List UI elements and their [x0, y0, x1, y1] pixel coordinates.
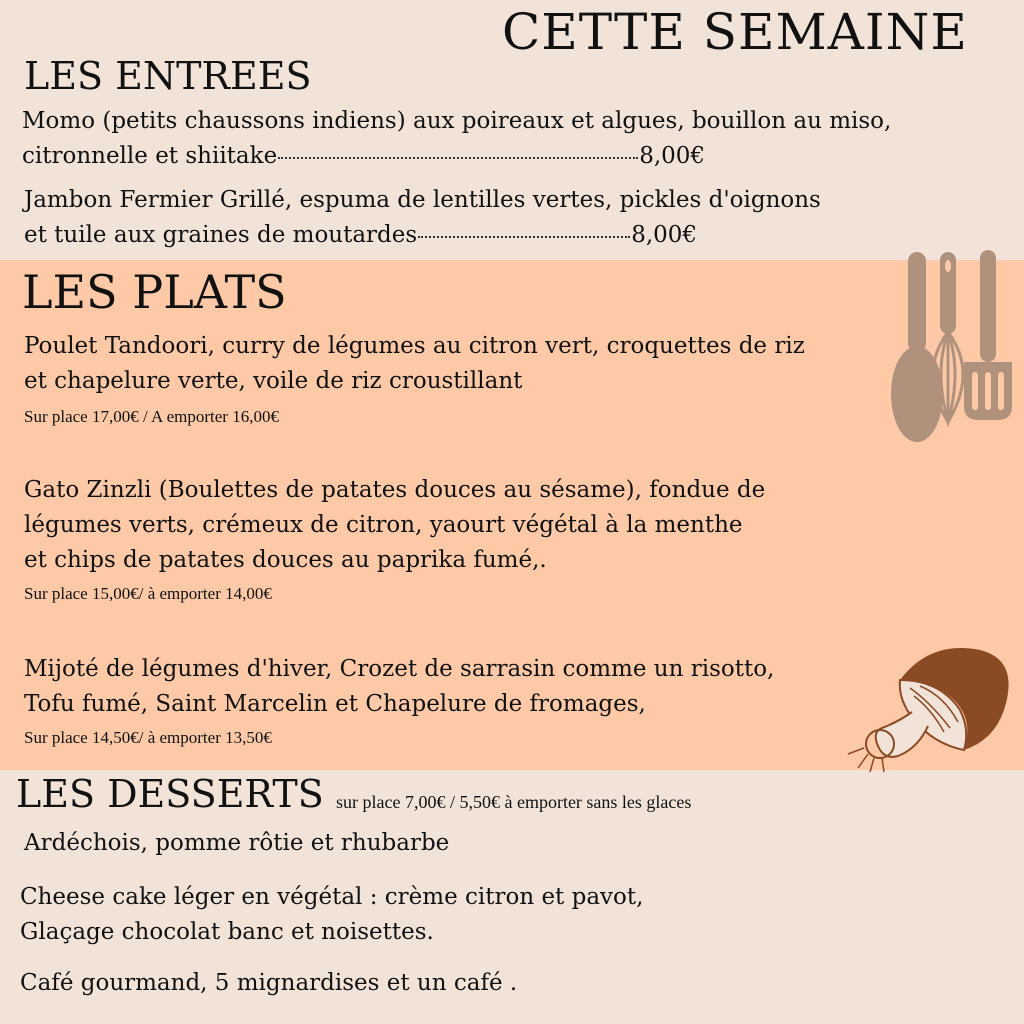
entree-item-1: [22, 104, 891, 174]
plat-item-line: et chips de patates douces au paprika fumé,.: [24, 547, 547, 573]
entree-item-price: 8,00€: [639, 143, 706, 169]
mushroom-icon: [840, 640, 1010, 775]
plat-item-line: Mijoté de légumes d'hiver, Crozet de sarrasin comme un risotto,: [24, 656, 775, 682]
kitchen-utensils-icon: [888, 244, 1024, 444]
plat-item-1: [24, 329, 805, 427]
dessert-item-2: [20, 880, 643, 950]
dessert-item-line: Cheese cake léger en végétal : crème citron et pavot,: [20, 884, 644, 910]
dessert-item-1: [24, 826, 449, 861]
plat-item-line: Gato Zinzli (Boulettes de patates douces au sésame), fondue de: [24, 477, 766, 503]
dessert-item-line: Café gourmand, 5 mignardises et un café .: [20, 970, 518, 996]
entree-item-line: Jambon Fermier Grillé, espuma de lentilles vertes, pickles d'oignons: [24, 187, 821, 213]
dotted-leader: [278, 157, 638, 159]
dotted-leader: [418, 236, 630, 238]
plat-item-line: Tofu fumé, Saint Marcelin et Chapelure de fromages,: [24, 691, 646, 717]
entree-item-2: [24, 183, 821, 253]
page-title: CETTE SEMAINE: [502, 3, 968, 61]
plat-item-line: légumes verts, crémeux de citron, yaourt végétal à la menthe: [24, 512, 743, 538]
plat-item-price: Sur place 14,50€/ à emporter 13,50€: [24, 728, 272, 747]
section-title-plats: LES PLATS: [22, 265, 287, 319]
dessert-item-3: [20, 966, 517, 1001]
section-title-desserts: LES DESSERTS: [16, 772, 324, 816]
dessert-item-line: Glaçage chocolat banc et noisettes.: [20, 919, 434, 945]
section-title-entrees: LES ENTREES: [24, 54, 312, 98]
plat-item-price: Sur place 15,00€/ à emporter 14,00€: [24, 584, 272, 603]
entree-item-line: et tuile aux graines de moutardes: [24, 222, 418, 248]
entree-item-line: Momo (petits chaussons indiens) aux poireaux et algues, bouillon au miso,: [22, 108, 892, 134]
plat-item-line: et chapelure verte, voile de riz croustillant: [24, 368, 523, 394]
desserts-price-note: sur place 7,00€ / 5,50€ à emporter sans les glaces: [336, 792, 692, 812]
plat-item-3: [24, 652, 774, 748]
entree-item-line: citronnelle et shiitake: [22, 143, 278, 169]
plat-item-price: Sur place 17,00€ / A emporter 16,00€: [24, 407, 279, 426]
plat-item-line: Poulet Tandoori, curry de légumes au citron vert, croquettes de riz: [24, 333, 805, 359]
dessert-item-line: Ardéchois, pomme rôtie et rhubarbe: [24, 830, 450, 856]
plat-item-2: [24, 473, 765, 604]
entree-item-price: 8,00€: [631, 222, 698, 248]
